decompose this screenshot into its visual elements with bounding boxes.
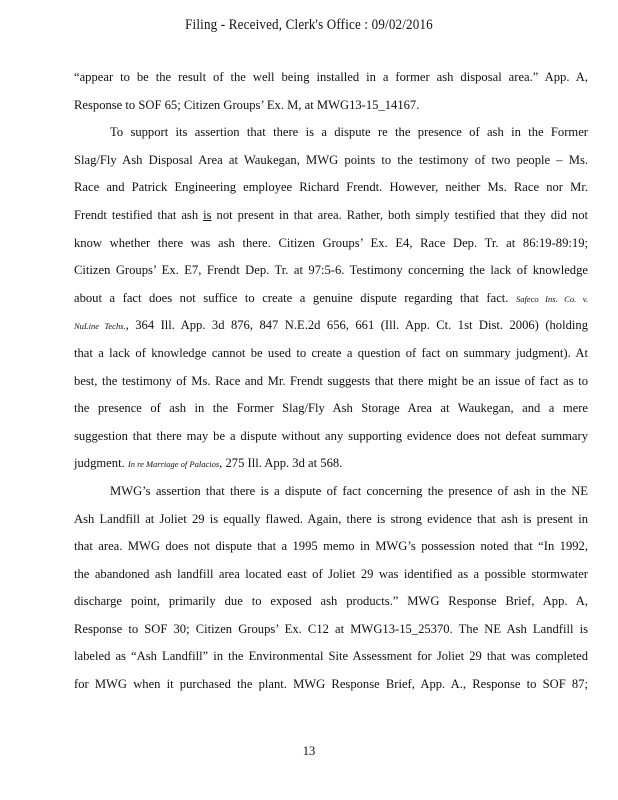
paragraph-2-line-3: Race and Patrick Engineering employee Richard Frendt. However, neither Ms. Race nor Mr.	[74, 180, 588, 195]
paragraph-2-line-1: To support its assertion that there is a dispute re the presence of ash in the Former	[110, 125, 588, 140]
paragraph-3-line-8: for MWG when it purchased the plant. MWG Response Brief, App. A., Response to SOF 87;	[74, 677, 588, 692]
paragraph-1-line-2: Response to SOF 65; Citizen Groups’ Ex. M, at MWG13-15_14167.	[74, 97, 420, 112]
document-body	[74, 64, 588, 699]
line-text: , 275 Ill. App. 3d at 568.	[219, 456, 343, 471]
paragraph-3-line-1: MWG’s assertion that there is a dispute of fact concerning the presence of ash in the NE	[110, 483, 588, 498]
paragraph-3-line-3: that area. MWG does not dispute that a 1995 memo in MWG’s possession noted that “In 1992,	[74, 539, 588, 554]
paragraph-2-line-10: best, the testimony of Ms. Race and Mr. Frendt suggests that there might be an issue of fact as to	[74, 373, 588, 388]
paragraph-2-line-11: the presence of ash in the Former Slag/Fly Ash Storage Area at Waukegan, and a mere	[74, 401, 588, 416]
case-citation-italic: NuLine Techs.	[74, 321, 126, 332]
paragraph-1-line-1: “appear to be the result of the well being installed in a former ash disposal area.” App. A,	[74, 70, 588, 84]
line-text: Frendt testified that ash	[74, 207, 204, 222]
case-citation-italic: In re Marriage of Palacios	[127, 459, 220, 470]
underlined-emphasis: is	[203, 207, 212, 222]
paragraph-2-line-8	[74, 312, 588, 340]
paragraph-2-line-7	[74, 285, 588, 313]
paragraph-2-line-6: Citizen Groups’ Ex. E7, Frendt Dep. Tr. at 97:5-6. Testimony concerning the lack of knowledge	[74, 263, 588, 278]
paragraph-2-line-4	[74, 202, 588, 230]
paragraph-2-line-2: Slag/Fly Ash Disposal Area at Waukegan, MWG points to the testimony of two people – Ms.	[74, 152, 588, 167]
filing-stamp-header: Filing - Received, Clerk's Office : 09/02/2016	[185, 17, 433, 33]
paragraph-3-line-5: discharge point, primarily due to exposed ash products.” MWG Response Brief, App. A,	[74, 594, 588, 609]
line-text: about a fact does not suffice to create a genuine dispute regarding that fact.	[74, 290, 516, 305]
case-citation-italic: Safeco Ins. Co. v.	[515, 293, 588, 304]
page-number: 13	[302, 744, 316, 758]
paragraph-2-line-9: that a lack of knowledge cannot be used to create a question of fact on summary judgment). At	[74, 345, 588, 360]
paragraph-2-line-13	[74, 450, 588, 478]
paragraph-2-line-12: suggestion that there may be a dispute without any supporting evidence does not defeat summary	[74, 428, 588, 443]
paragraph-3-line-7: labeled as “Ash Landfill” in the Environmental Site Assessment for Joliet 29 that was completed	[74, 649, 588, 664]
paragraph-3-line-6: Response to SOF 30; Citizen Groups’ Ex. C12 at MWG13-15_25370. The NE Ash Landfill is	[74, 621, 588, 636]
paragraph-3-line-2: Ash Landfill at Joliet 29 is equally flawed. Again, there is strong evidence that ash is present in	[74, 511, 588, 526]
paragraph-3-line-4: the abandoned ash landfill area located east of Joliet 29 was identified as a possible stormwater	[74, 566, 588, 581]
paragraph-2-line-5: know whether there was ash there. Citizen Groups’ Ex. E4, Race Dep. Tr. at 86:19-89:19;	[74, 235, 588, 250]
line-text: judgment.	[74, 456, 128, 471]
line-text: not present in that area. Rather, both simply testified that they did not	[211, 207, 588, 222]
line-text: , 364 Ill. App. 3d 876, 847 N.E.2d 656, 661 (Ill. App. Ct. 1st Dist. 2006) (holding	[125, 318, 588, 333]
